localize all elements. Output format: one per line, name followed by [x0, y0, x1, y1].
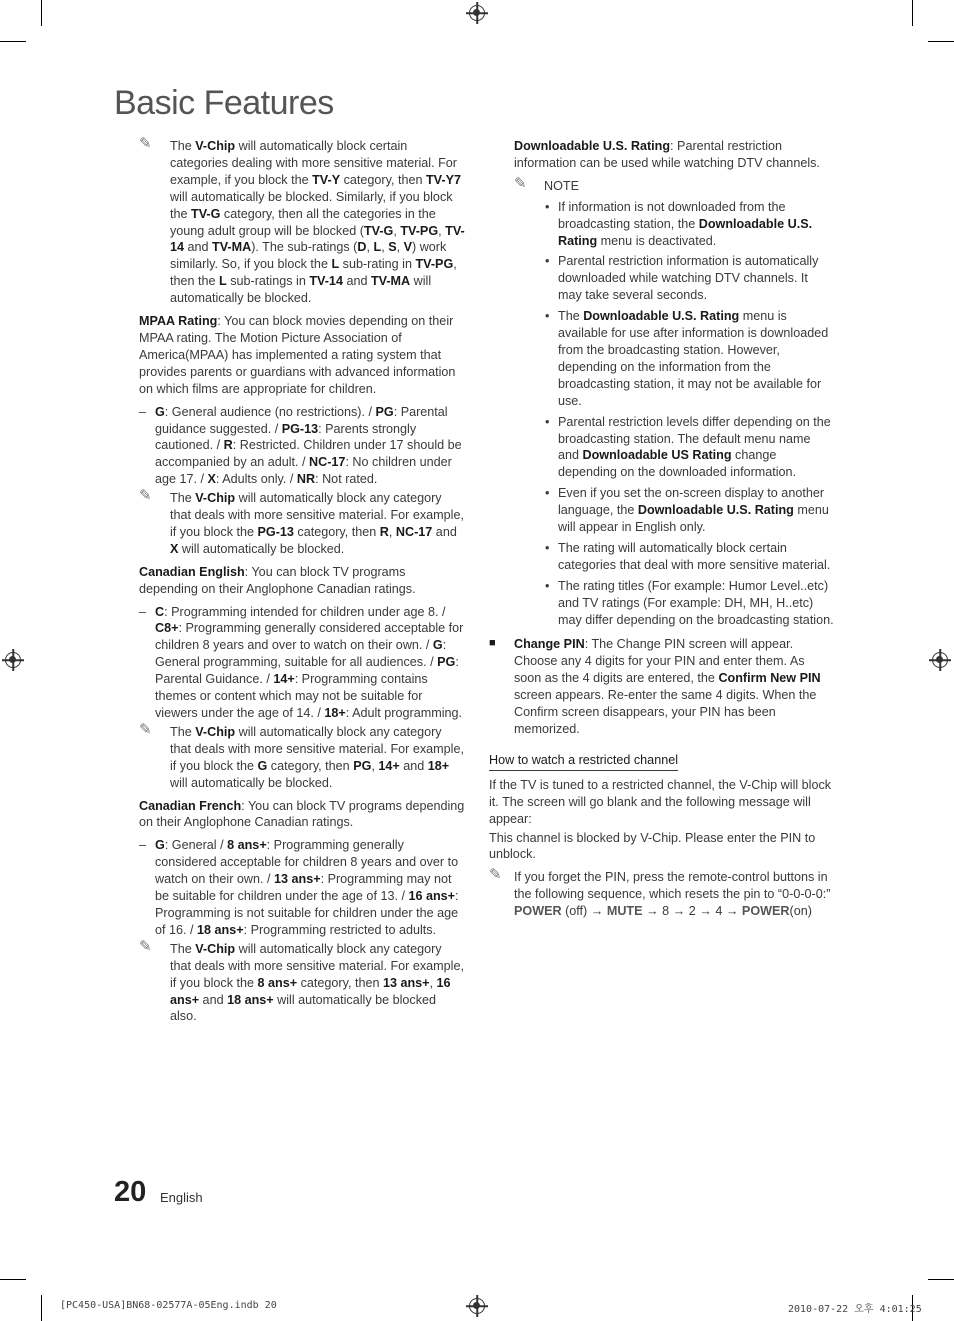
bullet-dot: • [545, 540, 550, 555]
crop-mark [928, 41, 954, 42]
page-language: English [160, 1190, 203, 1205]
pencil-icon: ✎ [139, 487, 152, 505]
note-bullet: • Parental restriction information is automatically downloaded while watching DTV channels. It may take several seconds. [545, 254, 819, 303]
page-title: Basic Features [114, 84, 334, 122]
pencil-icon: ✎ [489, 866, 502, 884]
note-bullet: • Even if you set the on-screen display to another language, the Downloadable U.S. Rating menu will appear in English only. [545, 486, 829, 535]
canadian-french-intro: Canadian French: You can block TV programs depending on their Anglophone Canadian ratings. [139, 798, 465, 830]
restricted-channel-heading: How to watch a restricted channel [489, 752, 678, 771]
vchip-note-tv [139, 135, 465, 307]
footer-file-info: [PC450-USA]BN68-02577A-05Eng.indb 20 [60, 1300, 277, 1311]
note-bullet: • The rating titles (For example: Humor Level..etc) and TV ratings (For example: DH, MH, H..etc) may differ depending on the broadcasting station. [545, 578, 834, 627]
bullet-dot: • [545, 254, 550, 269]
page-number: 20 [114, 1176, 147, 1208]
bullet-dot: • [545, 414, 550, 429]
crop-mark [0, 41, 26, 42]
bullet-dot: • [545, 486, 550, 501]
registration-mark-icon [5, 652, 21, 668]
vchip-note-canadian-english: ✎ The V-Chip will automatically block any category that deals with more sensitive material. For example, if you block the G category, then PG, 14+ and 18+ will automatically be blocked. [139, 720, 464, 790]
note-text: The V-Chip will automatically block certain categories dealing with more sensitive material. For example, if you block the TV-Y category, then TV-Y7 will automatically be blocked. Similarly, if you block the TV-G category, then all the categories in the young adult group will be blocked (TV-G, TV-PG, TV-14 and TV-MA). The sub-ratings (D, L, S, V) work similarly. So, if you block the L sub-rating in TV-PG, then the L sub-ratings in TV-14 and TV-MA will automatically be blocked. [170, 139, 465, 306]
note-bullet: • Parental restriction levels differ depending on the broadcasting station. The default menu name and Downloadable US Rating change depending on the downloaded information. [545, 414, 831, 480]
vchip-note-canadian-french: ✎ The V-Chip will automatically block any category that deals with more sensitive material. For example, if you block the 8 ans+ category, then 13 ans+, 16 ans+ and 18 ans+ will automatically be blocked also. [139, 937, 464, 1024]
right-column [489, 138, 834, 920]
crop-mark [41, 0, 42, 26]
canadian-english-intro: Canadian English: You can block TV programs depending on their Anglophone Canadian ratings. [139, 564, 416, 596]
crop-mark [912, 0, 913, 26]
black-square-icon: ■ [489, 637, 496, 650]
crop-mark [928, 1279, 954, 1280]
bullet-dot: • [545, 578, 550, 593]
note-bullet: • The Downloadable U.S. Rating menu is available for use after information is downloaded from the broadcasting station. However, depending on the information from the broadcasting station, it may not be available for use. [545, 309, 829, 408]
vchip-note-mpaa: ✎ The V-Chip will automatically block any category that deals with more sensitive material. For example, if you block the PG-13 category, then R, NC-17 and X will automatically be blocked. [139, 487, 464, 556]
footer-print-date: 2010-07-22 오후 4:01:25 [788, 1304, 922, 1315]
restricted-channel-text: If the TV is tuned to a restricted channel, the V-Chip will block it. The screen will go blank and the following message will appear: [489, 777, 832, 826]
registration-mark-icon [469, 5, 485, 21]
registration-mark-icon [469, 1298, 485, 1314]
note-bullet: • The rating will automatically block certain categories that deal with more sensitive material. [545, 540, 831, 572]
pencil-icon: ✎ [139, 937, 152, 955]
blocked-message-text: This channel is blocked by V-Chip. Please enter the PIN to unblock. [489, 830, 816, 862]
pencil-icon: ✎ [514, 174, 527, 192]
registration-mark-icon [932, 652, 948, 668]
change-pin-item: ■ Change PIN: The Change PIN screen will appear. Choose any 4 digits for your PIN and enter them. As soon as the 4 digits are entered, the Confirm New PIN screen appears. Re-enter the same 4 digits. When the Confirm screen disappears, your PIN has been memorized. [489, 637, 821, 736]
pencil-icon: ✎ [139, 720, 152, 738]
pencil-icon: ✎ [139, 135, 152, 152]
bullet-dot: • [545, 199, 550, 214]
mpaa-rating-intro: MPAA Rating: You can block movies depending on their MPAA rating. The Motion Picture Association of America(MPAA) has implemented a rating system that provides parents or guardians with advanced information on which films are appropriate for children. [139, 314, 456, 396]
note-bullet: • If information is not downloaded from the broadcasting station, the Downloadable U.S. Rating menu is deactivated. [545, 199, 813, 248]
dash-marker: – [139, 604, 147, 619]
bullet-dot: • [545, 309, 550, 324]
canadian-english-list: – C: Programming intended for children under age 8. / C8+: Programming generally considered acceptable for children 8 years and over to watch on their own. / G: General programming, suitable for all audiences. / PG: Parental Guidance. / 14+: Programming contains themes or content which may not be suitable for viewers under the age of 14. / 18+: Adult programming. [139, 604, 464, 720]
note-heading: ✎ NOTE [514, 174, 579, 193]
left-column [139, 135, 465, 1031]
crop-mark [0, 1279, 26, 1280]
canadian-french-list: – G: General / 8 ans+: Programming generally considered acceptable for children 8 years and over to watch on their own. / 13 ans+: Programming may not be suitable for children under the age of 13. / 16 ans+: Programming is not suitable for children under the age of 16. / 18 ans+: Programming restricted to adults. [139, 838, 459, 937]
downloadable-rating-intro: Downloadable U.S. Rating: Parental restriction information can be used while watching DTV channels. [514, 139, 820, 170]
crop-mark [41, 1295, 42, 1321]
mpaa-rating-list: – G: General audience (no restrictions). / PG: Parental guidance suggested. / PG-13: Parents strongly cautioned. / R: Restricted. Children under 17 should be accompanied by an adult. / NC-17: No children under age 17. / X: Adults only. / NR: Not rated. [139, 404, 462, 487]
forgot-pin-note: ✎ If you forget the PIN, press the remote-control buttons in the following sequence, which resets the pin to “0-0-0-0:” POWER (off) → MUTE → 8 → 2 → 4 → POWER(on) [489, 866, 831, 919]
dash-marker: – [139, 404, 147, 419]
dash-marker: – [139, 838, 147, 853]
